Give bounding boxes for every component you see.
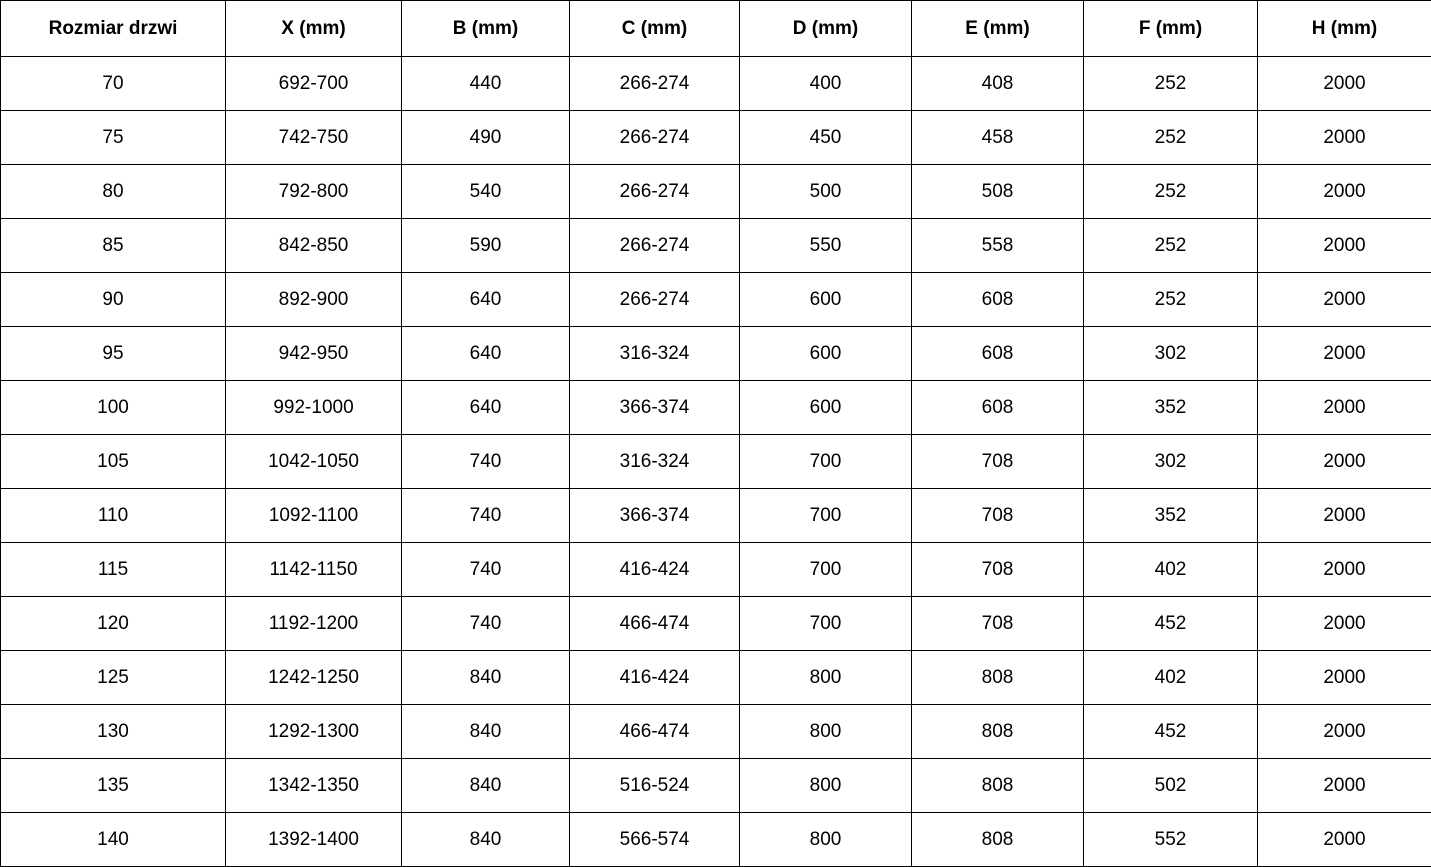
column-header-4: D (mm) xyxy=(740,1,912,57)
table-cell: 450 xyxy=(740,111,912,165)
table-cell: 800 xyxy=(740,705,912,759)
table-cell: 110 xyxy=(1,489,226,543)
table-cell: 408 xyxy=(912,57,1084,111)
table-cell: 2000 xyxy=(1258,759,1431,813)
table-cell: 490 xyxy=(402,111,570,165)
table-cell: 608 xyxy=(912,381,1084,435)
table-cell: 252 xyxy=(1084,57,1258,111)
table-row xyxy=(1,435,1431,489)
table-cell: 366-374 xyxy=(570,381,740,435)
table-cell: 808 xyxy=(912,759,1084,813)
table-cell: 266-274 xyxy=(570,165,740,219)
table-cell: 1042-1050 xyxy=(226,435,402,489)
table-row xyxy=(1,759,1431,813)
table-cell: 266-274 xyxy=(570,219,740,273)
table-cell: 1242-1250 xyxy=(226,651,402,705)
table-cell: 2000 xyxy=(1258,489,1431,543)
table-cell: 992-1000 xyxy=(226,381,402,435)
table-cell: 840 xyxy=(402,759,570,813)
table-cell: 640 xyxy=(402,327,570,381)
table-cell: 808 xyxy=(912,813,1084,867)
table-cell: 252 xyxy=(1084,165,1258,219)
table-cell: 252 xyxy=(1084,273,1258,327)
table-cell: 302 xyxy=(1084,327,1258,381)
table-cell: 808 xyxy=(912,705,1084,759)
table-cell: 252 xyxy=(1084,219,1258,273)
table-cell: 700 xyxy=(740,435,912,489)
table-cell: 266-274 xyxy=(570,57,740,111)
table-cell: 2000 xyxy=(1258,651,1431,705)
table-cell: 2000 xyxy=(1258,435,1431,489)
table-cell: 80 xyxy=(1,165,226,219)
table-row xyxy=(1,597,1431,651)
table-cell: 550 xyxy=(740,219,912,273)
table-cell: 708 xyxy=(912,489,1084,543)
table-cell: 125 xyxy=(1,651,226,705)
table-row xyxy=(1,705,1431,759)
table-cell: 316-324 xyxy=(570,435,740,489)
table-cell: 100 xyxy=(1,381,226,435)
table-cell: 508 xyxy=(912,165,1084,219)
table-cell: 466-474 xyxy=(570,705,740,759)
table-cell: 892-900 xyxy=(226,273,402,327)
table-cell: 740 xyxy=(402,597,570,651)
table-cell: 366-374 xyxy=(570,489,740,543)
table-cell: 502 xyxy=(1084,759,1258,813)
column-header-0: Rozmiar drzwi xyxy=(1,1,226,57)
table-cell: 600 xyxy=(740,381,912,435)
table-cell: 115 xyxy=(1,543,226,597)
table-cell: 135 xyxy=(1,759,226,813)
table-cell: 2000 xyxy=(1258,273,1431,327)
table-cell: 302 xyxy=(1084,435,1258,489)
table-cell: 452 xyxy=(1084,597,1258,651)
table-cell: 700 xyxy=(740,543,912,597)
table-cell: 600 xyxy=(740,327,912,381)
table-cell: 740 xyxy=(402,489,570,543)
table-cell: 808 xyxy=(912,651,1084,705)
table-cell: 130 xyxy=(1,705,226,759)
table-cell: 840 xyxy=(402,651,570,705)
table-cell: 2000 xyxy=(1258,543,1431,597)
table-cell: 692-700 xyxy=(226,57,402,111)
table-cell: 90 xyxy=(1,273,226,327)
table-cell: 402 xyxy=(1084,543,1258,597)
table-cell: 95 xyxy=(1,327,226,381)
table-cell: 840 xyxy=(402,813,570,867)
table-cell: 2000 xyxy=(1258,327,1431,381)
table-cell: 2000 xyxy=(1258,597,1431,651)
table-cell: 2000 xyxy=(1258,381,1431,435)
table-cell: 500 xyxy=(740,165,912,219)
table-cell: 800 xyxy=(740,813,912,867)
table-cell: 416-424 xyxy=(570,543,740,597)
table-cell: 140 xyxy=(1,813,226,867)
table-body xyxy=(1,57,1431,867)
table-cell: 552 xyxy=(1084,813,1258,867)
table-cell: 708 xyxy=(912,543,1084,597)
table-cell: 2000 xyxy=(1258,705,1431,759)
table-cell: 516-524 xyxy=(570,759,740,813)
table-row xyxy=(1,273,1431,327)
table-cell: 105 xyxy=(1,435,226,489)
table-cell: 800 xyxy=(740,759,912,813)
column-header-7: H (mm) xyxy=(1258,1,1431,57)
table-cell: 266-274 xyxy=(570,111,740,165)
table-cell: 120 xyxy=(1,597,226,651)
table-row xyxy=(1,543,1431,597)
table-cell: 402 xyxy=(1084,651,1258,705)
table-cell: 2000 xyxy=(1258,813,1431,867)
table-cell: 590 xyxy=(402,219,570,273)
column-header-6: F (mm) xyxy=(1084,1,1258,57)
table-cell: 252 xyxy=(1084,111,1258,165)
table-row xyxy=(1,57,1431,111)
column-header-2: B (mm) xyxy=(402,1,570,57)
table-cell: 70 xyxy=(1,57,226,111)
table-cell: 452 xyxy=(1084,705,1258,759)
table-cell: 1392-1400 xyxy=(226,813,402,867)
column-header-3: C (mm) xyxy=(570,1,740,57)
table-cell: 600 xyxy=(740,273,912,327)
table-cell: 740 xyxy=(402,543,570,597)
table-cell: 700 xyxy=(740,489,912,543)
table-cell: 608 xyxy=(912,273,1084,327)
table-cell: 842-850 xyxy=(226,219,402,273)
table-cell: 708 xyxy=(912,597,1084,651)
table-cell: 1192-1200 xyxy=(226,597,402,651)
table-cell: 266-274 xyxy=(570,273,740,327)
table-cell: 840 xyxy=(402,705,570,759)
table-cell: 640 xyxy=(402,381,570,435)
table-cell: 400 xyxy=(740,57,912,111)
table-cell: 416-424 xyxy=(570,651,740,705)
table-cell: 458 xyxy=(912,111,1084,165)
table-cell: 540 xyxy=(402,165,570,219)
table-cell: 608 xyxy=(912,327,1084,381)
table-cell: 740 xyxy=(402,435,570,489)
table-row xyxy=(1,327,1431,381)
table-header-row xyxy=(1,1,1431,57)
table-cell: 85 xyxy=(1,219,226,273)
table-cell: 1342-1350 xyxy=(226,759,402,813)
column-header-5: E (mm) xyxy=(912,1,1084,57)
table-row xyxy=(1,813,1431,867)
table-cell: 2000 xyxy=(1258,165,1431,219)
table-cell: 640 xyxy=(402,273,570,327)
table-cell: 742-750 xyxy=(226,111,402,165)
table-cell: 566-574 xyxy=(570,813,740,867)
table-cell: 1092-1100 xyxy=(226,489,402,543)
table-cell: 466-474 xyxy=(570,597,740,651)
table-row xyxy=(1,111,1431,165)
table-cell: 2000 xyxy=(1258,57,1431,111)
table-cell: 942-950 xyxy=(226,327,402,381)
column-header-1: X (mm) xyxy=(226,1,402,57)
table-cell: 558 xyxy=(912,219,1084,273)
table-cell: 2000 xyxy=(1258,219,1431,273)
table-cell: 792-800 xyxy=(226,165,402,219)
table-row xyxy=(1,651,1431,705)
table-row xyxy=(1,219,1431,273)
table-cell: 352 xyxy=(1084,489,1258,543)
table-cell: 440 xyxy=(402,57,570,111)
table-row xyxy=(1,165,1431,219)
table-cell: 316-324 xyxy=(570,327,740,381)
table-cell: 1292-1300 xyxy=(226,705,402,759)
table-cell: 1142-1150 xyxy=(226,543,402,597)
table-row xyxy=(1,381,1431,435)
table-cell: 75 xyxy=(1,111,226,165)
table-cell: 708 xyxy=(912,435,1084,489)
table-cell: 352 xyxy=(1084,381,1258,435)
table-cell: 700 xyxy=(740,597,912,651)
table-cell: 2000 xyxy=(1258,111,1431,165)
table-row xyxy=(1,489,1431,543)
table-cell: 800 xyxy=(740,651,912,705)
